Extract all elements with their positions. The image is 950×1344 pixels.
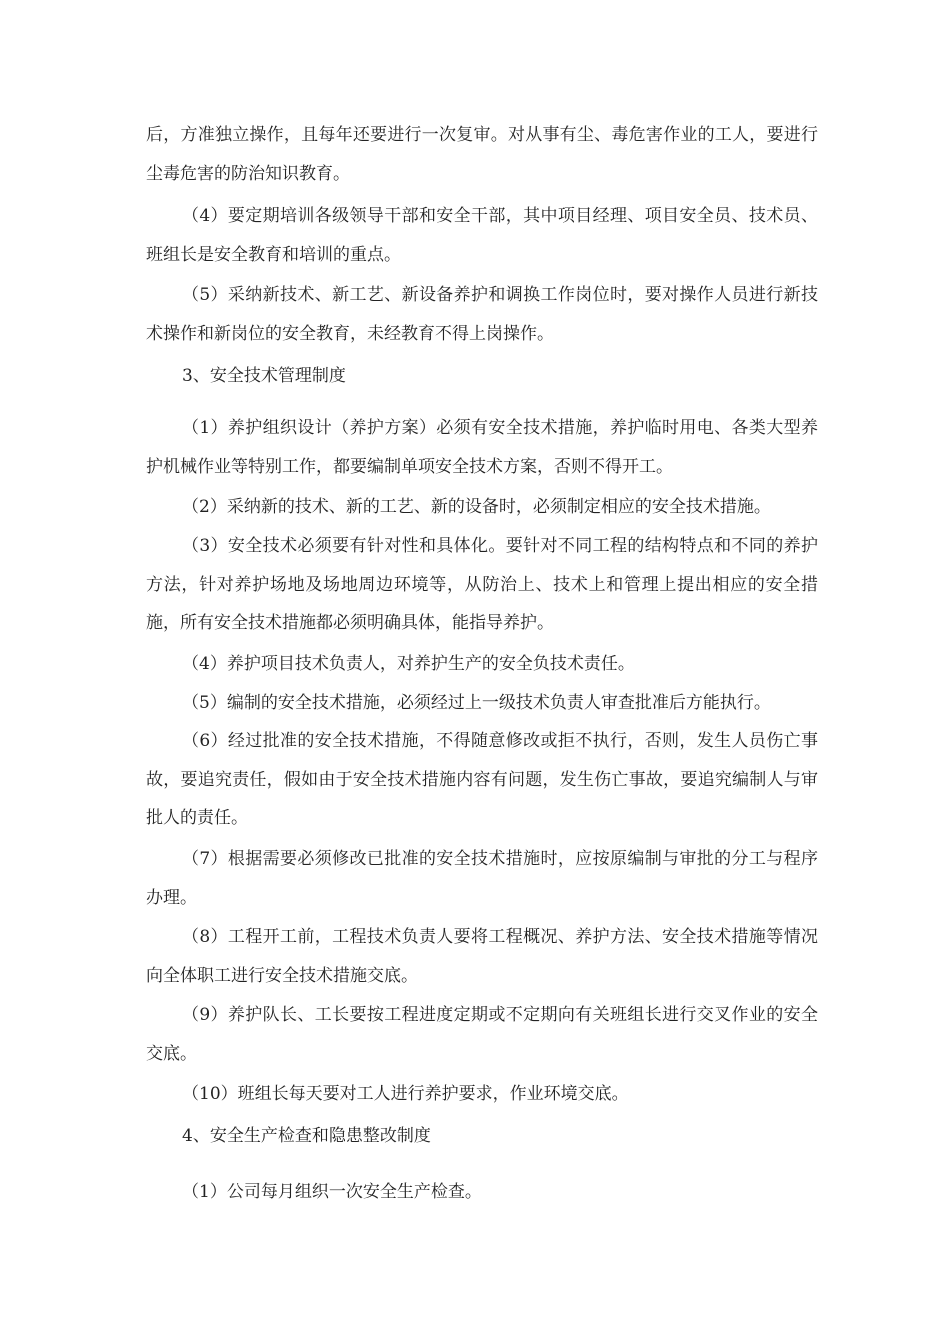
paragraph-item: （10）班组长每天要对工人进行养护要求，作业环境交底。	[182, 1084, 629, 1104]
paragraph-item: （5）采纳新技术、新工艺、新设备养护和调换工作岗位时，要对操作人员进行新技术操作和新岗位的安全教育，未经教育不得上岗操作。	[146, 285, 818, 344]
section-heading: 3、安全技术管理制度	[182, 366, 346, 386]
paragraph-item: （1）公司每月组织一次安全生产检查。	[182, 1182, 482, 1202]
paragraph-item: （5）编制的安全技术措施，必须经过上一级技术负责人审查批准后方能执行。	[182, 693, 771, 713]
paragraph-item: （4）要定期培训各级领导干部和安全干部，其中项目经理、项目安全员、技术员、班组长是安全教育和培训的重点。	[146, 206, 818, 265]
paragraph-item: （1）养护组织设计（养护方案）必须有安全技术措施，养护临时用电、各类大型养护机械作业等特别工作，都要编制单项安全技术方案，否则不得开工。	[146, 418, 818, 477]
paragraph-item: （3）安全技术必须要有针对性和具体化。要针对不同工程的结构特点和不同的养护方法，针对养护场地及场地周边环境等，从防治上、技术上和管理上提出相应的安全措施，所有安全技术措施都必须明确具体，能指导养护。	[146, 536, 818, 633]
paragraph-item: （7）根据需要必须修改已批准的安全技术措施时，应按原编制与审批的分工与程序办理。	[146, 849, 818, 908]
section-heading: 4、安全生产检查和隐患整改制度	[182, 1126, 431, 1146]
paragraph-item: （4）养护项目技术负责人，对养护生产的安全负技术责任。	[182, 654, 635, 674]
paragraph-item: （9）养护队长、工长要按工程进度定期或不定期向有关班组长进行交叉作业的安全交底。	[146, 1005, 818, 1064]
paragraph-item: （6）经过批准的安全技术措施，不得随意修改或拒不执行，否则，发生人员伤亡事故，要追究责任，假如由于安全技术措施内容有问题，发生伤亡事故，要追究编制人与审批人的责任。	[146, 731, 818, 828]
paragraph-item: （2）采纳新的技术、新的工艺、新的设备时，必须制定相应的安全技术措施。	[182, 497, 771, 517]
paragraph-item: （8）工程开工前，工程技术负责人要将工程概况、养护方法、安全技术措施等情况向全体职工进行安全技术措施交底。	[146, 927, 818, 986]
paragraph-continuation: 后，方准独立操作，且每年还要进行一次复审。对从事有尘、毒危害作业的工人，要进行尘毒危害的防治知识教育。	[146, 125, 818, 184]
